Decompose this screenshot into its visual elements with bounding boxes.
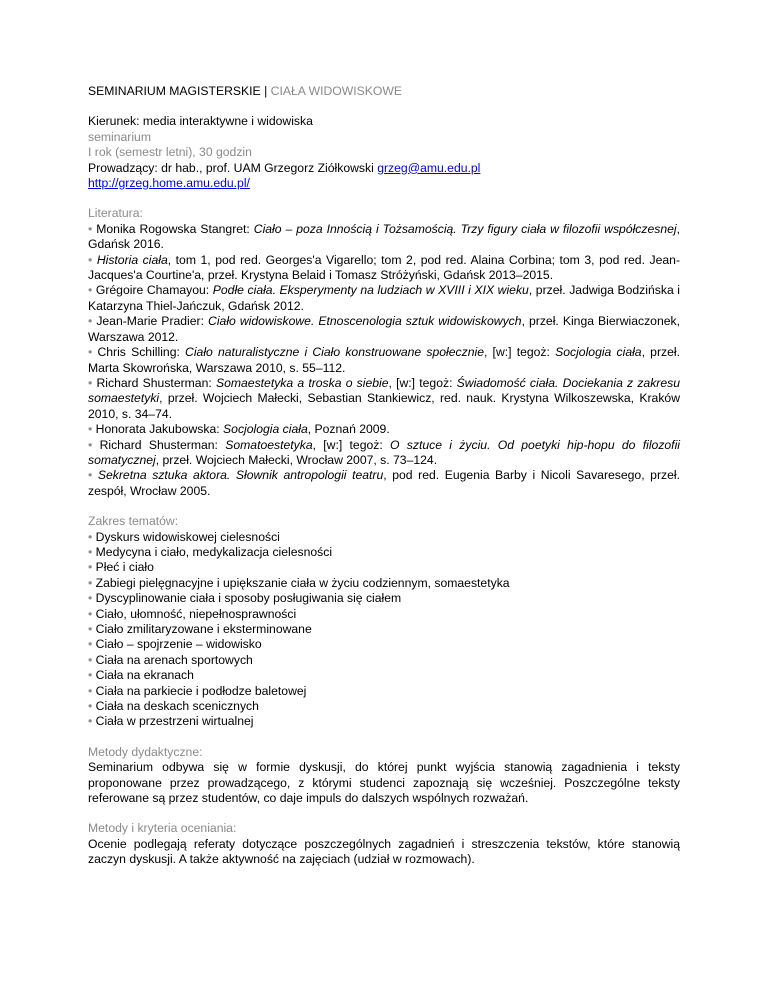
literature-item-title: Socjologia ciała (555, 345, 642, 360)
topics-list (88, 530, 680, 730)
literature-item-text: , [w:] tegoż: (312, 437, 391, 452)
literature-item-text: , [w:] tegoż: (388, 375, 457, 390)
literature-item-text: Honorata Jakubowska: (95, 422, 224, 437)
literature-item-text: , przeł. Wojciech Małecki, Wrocław 2007, s. 73–124. (155, 452, 438, 467)
course-type: seminarium (88, 129, 151, 144)
title-right: CIAŁA WIDOWISKOWE (270, 84, 403, 98)
lecturer-line (88, 161, 680, 176)
literature-list (88, 222, 680, 499)
topic-item: • Ciało, ułomność, niepełnosprawności (88, 607, 680, 622)
literature-item (88, 222, 680, 253)
literature-section (88, 206, 680, 499)
literature-item-title: Somatoestetyka (225, 437, 313, 452)
literature-item-title: Świadomość ciała. Dociekania z zakresu somaestetyki (88, 375, 681, 406)
literature-item-title: Ciało naturalistyczne i Ciało konstruowane społecznie (185, 345, 484, 360)
title-separator: | (260, 84, 271, 98)
topics-section (88, 514, 680, 730)
assessment-text: Ocenie podlegają referaty dotyczące poszczególnych zagadnień i streszczenia tekstów, które stanowią zaczyn dyskusji. A także aktywność na zajęciach (udział w rozmowach). (88, 836, 680, 867)
literature-heading: Literatura: (88, 206, 143, 221)
literature-item-text: , Gdańsk 2016. (88, 221, 681, 252)
literature-item-title: Sekretna sztuka aktora. Słownik antropologii teatru (97, 468, 384, 483)
methods-section (88, 745, 680, 807)
literature-item (88, 438, 680, 469)
topic-item: • Ciała na arenach sportowych (88, 653, 680, 668)
topic-item: • Ciała w przestrzeni wirtualnej (88, 714, 680, 729)
literature-item-text: Richard Shusterman: (99, 437, 226, 452)
lecturer-name: Prowadzący: dr hab., prof. UAM Grzegorz Ziółkowski (88, 160, 378, 175)
literature-item-title: Historia ciała (96, 252, 168, 267)
literature-item-title: Ciało widowiskowe. Etnoscenologia sztuk widowiskowych (208, 314, 522, 329)
course-year-hours: I rok (semestr letni), 30 godzin (88, 145, 252, 160)
literature-item-text: Grégoire Chamayou: (95, 283, 213, 298)
topics-heading: Zakres tematów: (88, 514, 179, 529)
literature-item-title: O sztuce i życiu. Od poetyki hip-hopu do filozofii somatycznej (88, 437, 680, 467)
lecturer-email-link[interactable]: grzeg@amu.edu.pl (377, 160, 481, 175)
topic-item: • Płeć i ciało (88, 560, 680, 575)
topic-item: • Medycyna i ciało, medykalizacja cielesności (88, 545, 680, 560)
document-page (88, 84, 680, 883)
literature-item-text: , Poznań 2009. (307, 422, 390, 437)
topic-item: • Ciało – spojrzenie – widowisko (88, 637, 680, 652)
literature-item-text: , przeł. Jadwiga Bodzińska i Katarzyna Thiel-Jańczuk, Gdańsk 2012. (88, 283, 681, 313)
literature-item (88, 345, 680, 376)
topic-item: • Ciała na ekranach (88, 668, 680, 683)
literature-item-title: Somaestetyka a troska o siebie (215, 375, 389, 390)
literature-item-text: , pod red. Eugenia Barby i Nicoli Savaresego, przeł. zespół, Wrocław 2005. (88, 468, 680, 498)
methods-heading: Metody dydaktyczne: (88, 744, 203, 759)
document-title (88, 84, 680, 99)
topic-item: • Ciała na parkiecie i podłodze baletowej (88, 684, 680, 699)
field-of-study: Kierunek: media interaktywne i widowiska (88, 114, 313, 129)
literature-item (88, 376, 680, 422)
course-info (88, 114, 680, 191)
topic-item: • Ciała na deskach scenicznych (88, 699, 680, 714)
literature-item-text: , przeł. Kinga Bierwiaczonek, Warszawa 2012. (88, 314, 680, 344)
title-left: SEMINARIUM MAGISTERSKIE (88, 84, 261, 98)
methods-text: Seminarium odbywa się w formie dyskusji, do której punkt wyjścia stanowią zagadnienia i teksty proponowane przez prowadzącego, z którymi studenci zapoznają się wcześniej. Poszczególne teksty referowane są przez studentów, co daje impuls do dalszych wspólnych rozważań. (88, 760, 680, 806)
topic-item: • Zabiegi pielęgnacyjne i upiększanie ciała w życiu codziennym, somaestetyka (88, 576, 680, 591)
literature-item-text: Monika Rogowska Stangret: (96, 221, 254, 236)
assessment-section (88, 821, 680, 867)
literature-item-text: , przeł. Marta Skowrońska, Warszawa 2010, s. 55–112. (88, 345, 680, 375)
literature-item-text: Chris Schilling: (97, 345, 186, 360)
assessment-heading: Metody i kryteria oceniania: (88, 821, 237, 836)
literature-item (88, 314, 680, 345)
literature-item-text: , przeł. Wojciech Małecki, Sebastian Stankiewicz, red. nauk. Krystyna Wilkoszewska, Kraków 2010, s. 34–74. (88, 391, 680, 421)
literature-item (88, 283, 680, 314)
topic-item: • Ciało zmilitaryzowane i eksterminowane (88, 622, 680, 637)
topic-item: • Dyskurs widowiskowej cielesności (88, 530, 680, 545)
literature-item (88, 422, 680, 437)
literature-item-text: Richard Shusterman: (96, 375, 216, 390)
literature-item-text: Jean-Marie Pradier: (96, 314, 209, 329)
topic-item: • Dyscyplinowanie ciała i sposoby posługiwania się ciałem (88, 591, 680, 606)
literature-item-title: Socjologia ciała (223, 422, 308, 437)
homepage-line (88, 176, 680, 191)
homepage-link[interactable]: http://grzeg.home.amu.edu.pl/ (88, 176, 250, 191)
literature-item (88, 468, 680, 499)
literature-item (88, 253, 680, 284)
literature-item-text: , tom 1, pod red. Georges'a Vigarello; tom 2, pod red. Alaina Corbina; tom 3, pod red. Jean-Jacques'a Courtine'a, przeł. Krystyna Belaid i Tomasz Stróżyński, Gdańsk 2013–2015. (88, 252, 680, 283)
literature-item-text: , [w:] tegoż: (483, 345, 556, 360)
literature-item-title: Podłe ciała. Eksperymenty na ludziach w XVIII i XIX wieku (212, 283, 529, 298)
literature-item-title: Ciało – poza Innością i Tożsamością. Trzy figury ciała w filozofii współczesnej (253, 221, 677, 236)
